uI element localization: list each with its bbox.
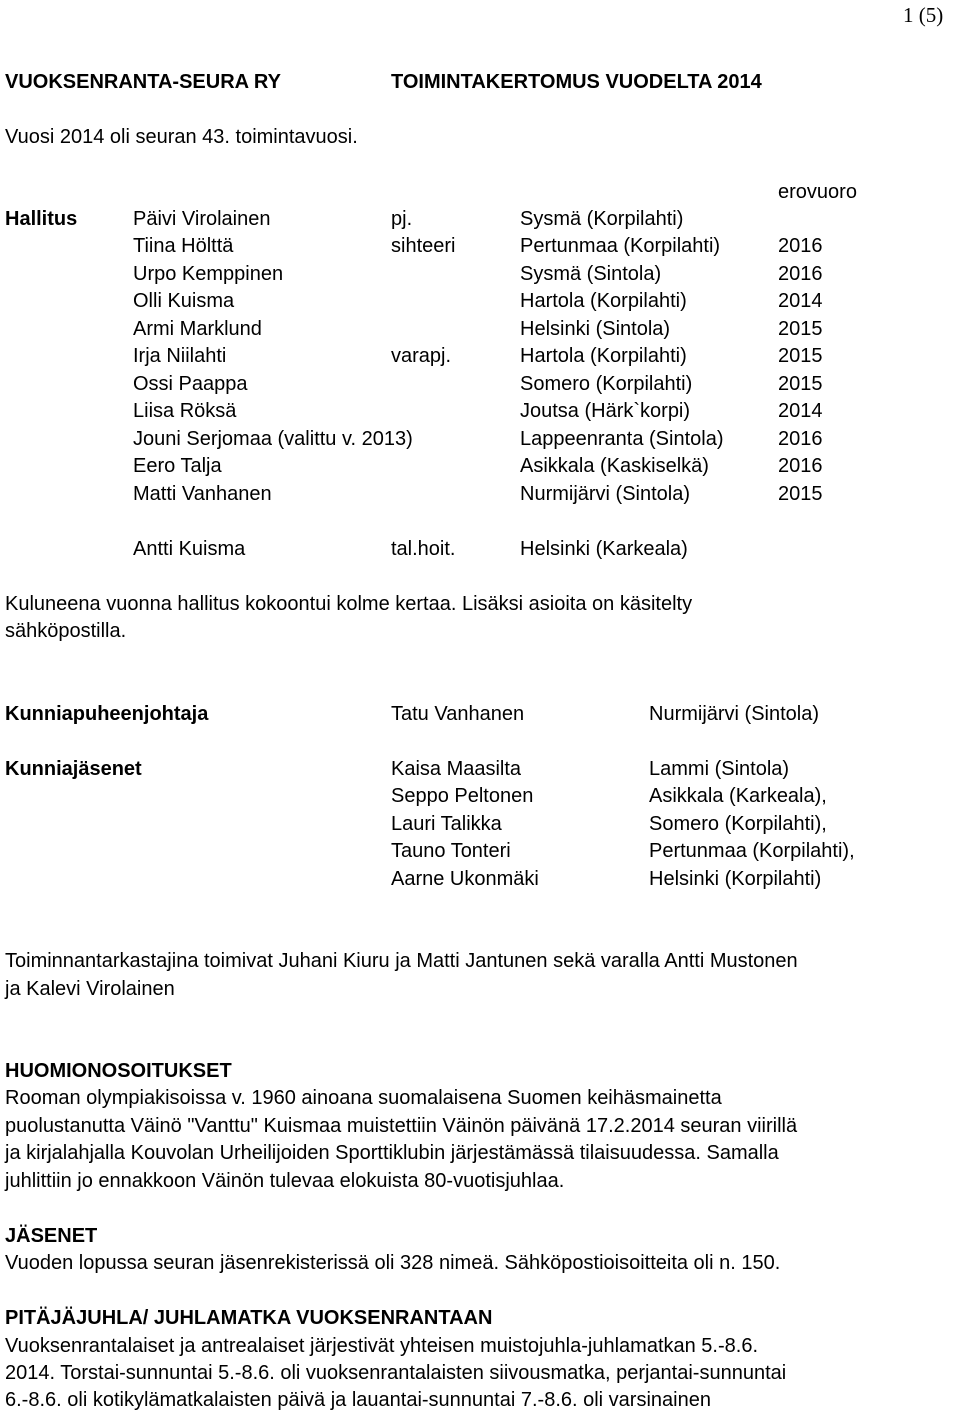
member-place: Joutsa (Härk`korpi) <box>520 400 691 422</box>
paragraph-line: 6.-8.6. oli kotikylämatkalaisten päivä ja lauantai-sunnuntai 7.-8.6. oli varsinainen <box>5 1389 711 1411</box>
paragraph-line: puolustanutta Väinö "Vanttu" Kuismaa muistettiin Väinön päivänä 17.2.2014 seuran viirillä <box>5 1115 798 1137</box>
member-place: Lappeenranta (Sintola) <box>520 428 724 450</box>
member-term: 2015 <box>778 318 823 340</box>
honorary-member-name: Seppo Peltonen <box>391 785 534 807</box>
paragraph-line: Rooman olympiakisoissa v. 1960 ainoana suomalaisena Suomen keihäsmainetta <box>5 1087 722 1109</box>
section-heading-members: JÄSENET <box>5 1225 98 1247</box>
member-place: Hartola (Korpilahti) <box>520 290 687 312</box>
member-term: 2016 <box>778 428 823 450</box>
honorary-chair-label: Kunniapuheenjohtaja <box>5 703 209 725</box>
auditors-line: Toiminnantarkastajina toimivat Juhani Kiuru ja Matti Jantunen sekä varalla Antti Mustonen <box>5 950 798 972</box>
member-place: Sysmä (Korpilahti) <box>520 208 684 230</box>
honorary-member-place: Pertunmaa (Korpilahti), <box>649 840 855 862</box>
member-name: Irja Niilahti <box>133 345 227 367</box>
treasurer-role: tal.hoit. <box>391 538 456 560</box>
member-place: Pertunmaa (Korpilahti) <box>520 235 721 257</box>
page-number: 1 (5) <box>903 3 944 27</box>
auditors-line: ja Kalevi Virolainen <box>5 978 175 1000</box>
honorary-members-label: Kunniajäsenet <box>5 758 142 780</box>
board-note-line: sähköpostilla. <box>5 620 127 642</box>
honorary-member-place: Lammi (Sintola) <box>649 758 790 780</box>
intro-text: Vuosi 2014 oli seuran 43. toimintavuosi. <box>5 126 358 148</box>
member-name: Liisa Röksä <box>133 400 237 422</box>
section-heading-festival: PITÄJÄJUHLA/ JUHLAMATKA VUOKSENRANTAAN <box>5 1307 493 1329</box>
member-name: Ossi Paappa <box>133 373 248 395</box>
member-name: Tiina Hölttä <box>133 235 234 257</box>
member-role: varapj. <box>391 345 452 367</box>
section-heading-recognitions: HUOMIONOSOITUKSET <box>5 1060 232 1082</box>
board-note-line: Kuluneena vuonna hallitus kokoontui kolme kertaa. Lisäksi asioita on käsitelty <box>5 593 693 615</box>
honorary-member-name: Lauri Talikka <box>391 813 502 835</box>
member-name: Urpo Kemppinen <box>133 263 284 285</box>
member-place: Hartola (Korpilahti) <box>520 345 687 367</box>
honorary-member-place: Helsinki (Korpilahti) <box>649 868 822 890</box>
member-term: 2015 <box>778 373 823 395</box>
member-term: 2016 <box>778 263 823 285</box>
member-place: Helsinki (Sintola) <box>520 318 671 340</box>
member-term: 2014 <box>778 400 823 422</box>
member-place: Asikkala (Kaskiselkä) <box>520 455 709 477</box>
member-name: Eero Talja <box>133 455 222 477</box>
document-title: TOIMINTAKERTOMUS VUODELTA 2014 <box>391 71 762 93</box>
board-label: Hallitus <box>5 208 78 230</box>
honorary-member-name: Aarne Ukonmäki <box>391 868 539 890</box>
member-term: 2016 <box>778 235 823 257</box>
member-term: 2016 <box>778 455 823 477</box>
honorary-member-name: Kaisa Maasilta <box>391 758 522 780</box>
member-name: Armi Marklund <box>133 318 262 340</box>
member-name: Päivi Virolainen <box>133 208 271 230</box>
member-term: 2015 <box>778 483 823 505</box>
term-column-header: erovuoro <box>778 181 857 203</box>
member-name: Jouni Serjomaa (valittu v. 2013) <box>133 428 413 450</box>
treasurer-place: Helsinki (Karkeala) <box>520 538 688 560</box>
member-term: 2015 <box>778 345 823 367</box>
member-place: Somero (Korpilahti) <box>520 373 693 395</box>
paragraph-line: juhlittiin jo ennakkoon Väinön tulevaa elokuista 80-vuotisjuhlaa. <box>5 1170 565 1192</box>
honorary-member-name: Tauno Tonteri <box>391 840 511 862</box>
member-role: sihteeri <box>391 235 456 257</box>
member-name: Olli Kuisma <box>133 290 235 312</box>
member-place: Sysmä (Sintola) <box>520 263 662 285</box>
member-term: 2014 <box>778 290 823 312</box>
paragraph-line: Vuoksenrantalaiset ja antrealaiset järjestivät yhteisen muistojuhla-juhlamatkan 5.-8.6. <box>5 1335 758 1357</box>
honorary-chair-place: Nurmijärvi (Sintola) <box>649 703 820 725</box>
honorary-member-place: Somero (Korpilahti), <box>649 813 827 835</box>
organization-name: VUOKSENRANTA-SEURA RY <box>5 71 281 93</box>
honorary-chair-name: Tatu Vanhanen <box>391 703 525 725</box>
member-name: Matti Vanhanen <box>133 483 272 505</box>
member-role: pj. <box>391 208 413 230</box>
paragraph-line: Vuoden lopussa seuran jäsenrekisterissä oli 328 nimeä. Sähköpostioisoitteita oli n. 150. <box>5 1252 781 1274</box>
member-place: Nurmijärvi (Sintola) <box>520 483 691 505</box>
honorary-member-place: Asikkala (Karkeala), <box>649 785 827 807</box>
paragraph-line: 2014. Torstai-sunnuntai 5.-8.6. oli vuoksenrantalaisten siivousmatka, perjantai-sunnuntai <box>5 1362 787 1384</box>
paragraph-line: ja kirjalahjalla Kouvolan Urheilijoiden Sporttiklubin järjestämässä tilaisuudessa. Samalla <box>5 1142 779 1164</box>
treasurer-name: Antti Kuisma <box>133 538 246 560</box>
